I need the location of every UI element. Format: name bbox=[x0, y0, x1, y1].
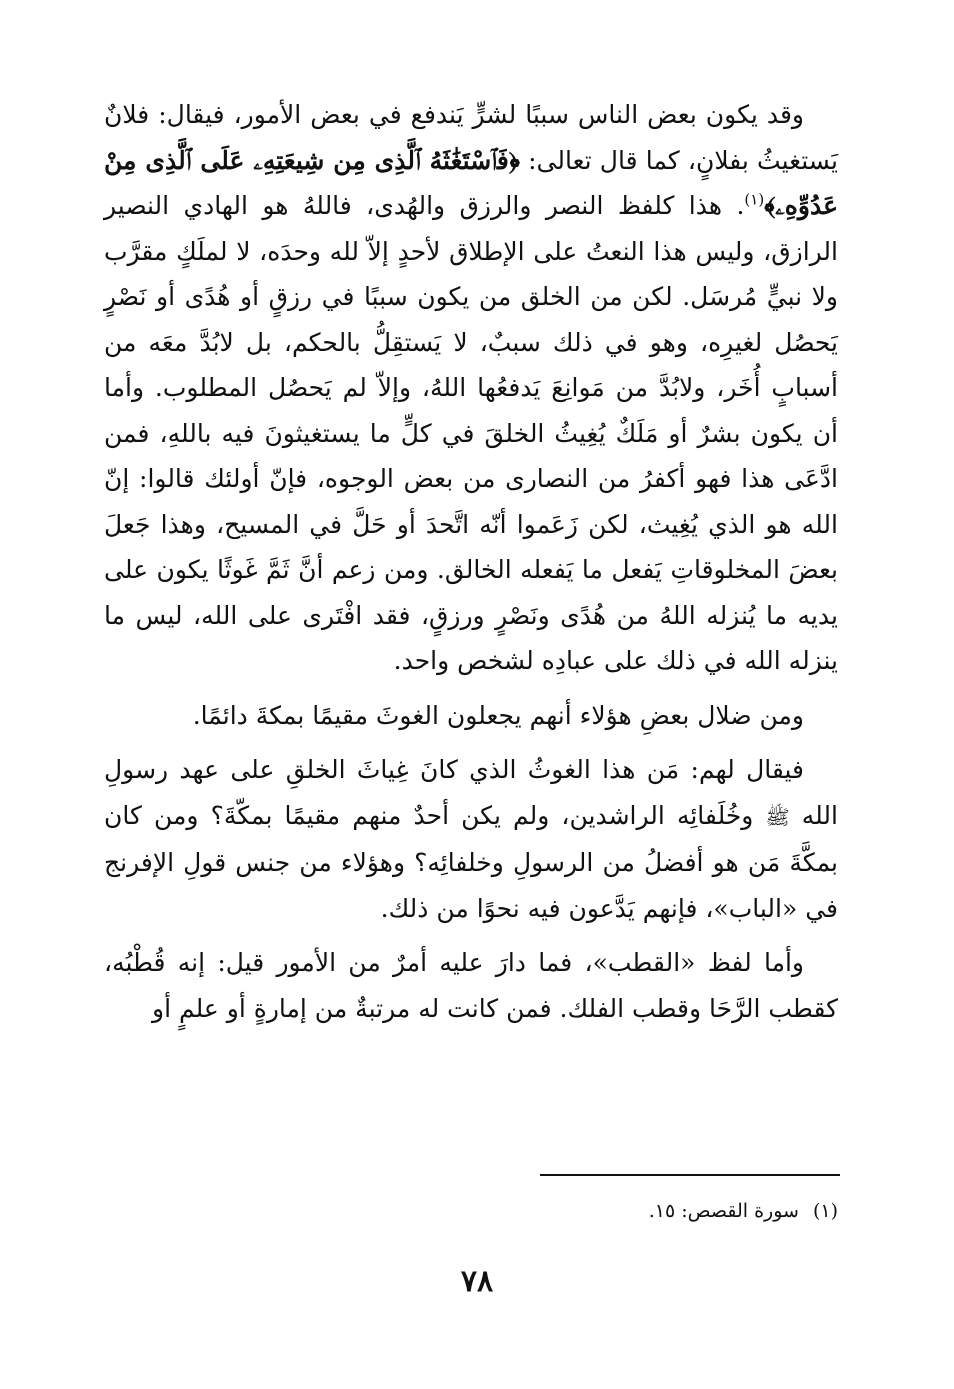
footnote-number: (١) bbox=[812, 1200, 838, 1222]
paragraph-2-text: ومن ضلال بعضِ هؤلاء أنهم يجعلون الغوثَ مقيمًا بمكةَ دائمًا. bbox=[192, 700, 804, 730]
paragraph-4-text: وأما لفظ «القطب»، فما دارَ عليه أمرٌ من الأمور قيل: إنه قُطْبُه، كقطب الرَّحَا وقطب الفلك. فمن كانت له مرتبةٌ من إمارةٍ أو علمٍ أو bbox=[104, 948, 838, 1023]
paragraph-3-continuation: وخُلَفائِه الراشدين، ولم يكن أحدٌ منهم مقيمًا بمكّةَ؟ ومن كان بمكَّةَ مَن هو أفضلُ من الرسولِ وخلفائِه؟ وهؤلاء من جنس قولِ الإفرنج في «الباب»، فإنهم يَدَّعون فيه نحوًا من ذلك. bbox=[104, 800, 838, 923]
paragraph-1-continuation: . هذا كلفظ النصر والرزق والهُدى، فاللهُ هو الهادي النصير الرازق، وليس هذا النعتُ على الإطلاق لأحدٍ إلاّ لله وحدَه، لا لملَكٍ مقرَّب ولا نبيٍّ مُرسَل. لكن من الخلق من يكون سببًا في رزقٍ أو هُدًى أو نَصْرٍ يَحصُل لغيرِه، وهو في ذلك سببٌ، لا يَستقِلُّ بالحكم، بل لابُدَّ معَه من أسبابٍ أُخَر، ولابُدَّ من مَوانِعَ يَدفعُها اللهُ، وإلاّ لم يَحصُل المطلوب. وأما أن يكون بشرٌ أو مَلَكٌ يُغِيثُ الخلقَ في كلٍّ ما يستغيثونَ فيه باللهِ، فمن ادَّعَى هذا فهو أكفرُ من النصارى من بعض الوجوه، فإنّ أولئك قالوا: إنّ الله هو الذي يُغِيث، لكن زَعَموا أنّه اتَّحدَ أو حَلَّ في المسيح، وهذا جَعلَ بعضَ المخلوقاتِ يَفعل ما يَفعله الخالق. ومن زعم أنَّ ثَمَّ غَوثًا يكون على يديه ما يُنزله اللهُ من هُدًى ونَصْرٍ ورزقٍ، فقد افْتَرى على الله، ليس ما ينزله الله في ذلك على عبادِه لشخص واحد. bbox=[104, 191, 838, 675]
paragraph-3-opening: فيقال لهم: مَن هذا الغوثُ الذي كانَ غِياثَ الخلقِ على عهد رسولِ الله bbox=[104, 755, 838, 830]
footnote bbox=[104, 1196, 838, 1226]
main-text bbox=[104, 92, 838, 1031]
paragraph-4 bbox=[104, 940, 838, 1031]
salawat-symbol: ﷺ bbox=[765, 804, 790, 829]
footnote-reference: (١) bbox=[744, 190, 765, 209]
quran-verse: ﴿فَٱسْتَغَٰثَهُ ٱلَّذِى مِن شِيعَتِهِۦ عَلَى ٱلَّذِى مِنْ عَدُوِّهِۦ﴾ bbox=[104, 145, 838, 220]
paragraph-1-opening: وقد يكون بعض الناس سببًا لشرٍّ يَندفع في بعض الأمور، فيقال: فلانٌ يَستغيثُ بفلانٍ، كما قال تعالى: bbox=[104, 100, 838, 175]
paragraph-3 bbox=[104, 747, 838, 931]
page-number: ٧٨ bbox=[460, 1264, 494, 1299]
paragraph-1 bbox=[104, 92, 838, 684]
footnote-divider bbox=[540, 1174, 840, 1176]
paragraph-2 bbox=[104, 693, 838, 739]
footnote-text: سورة القصص: ١٥. bbox=[648, 1200, 799, 1222]
